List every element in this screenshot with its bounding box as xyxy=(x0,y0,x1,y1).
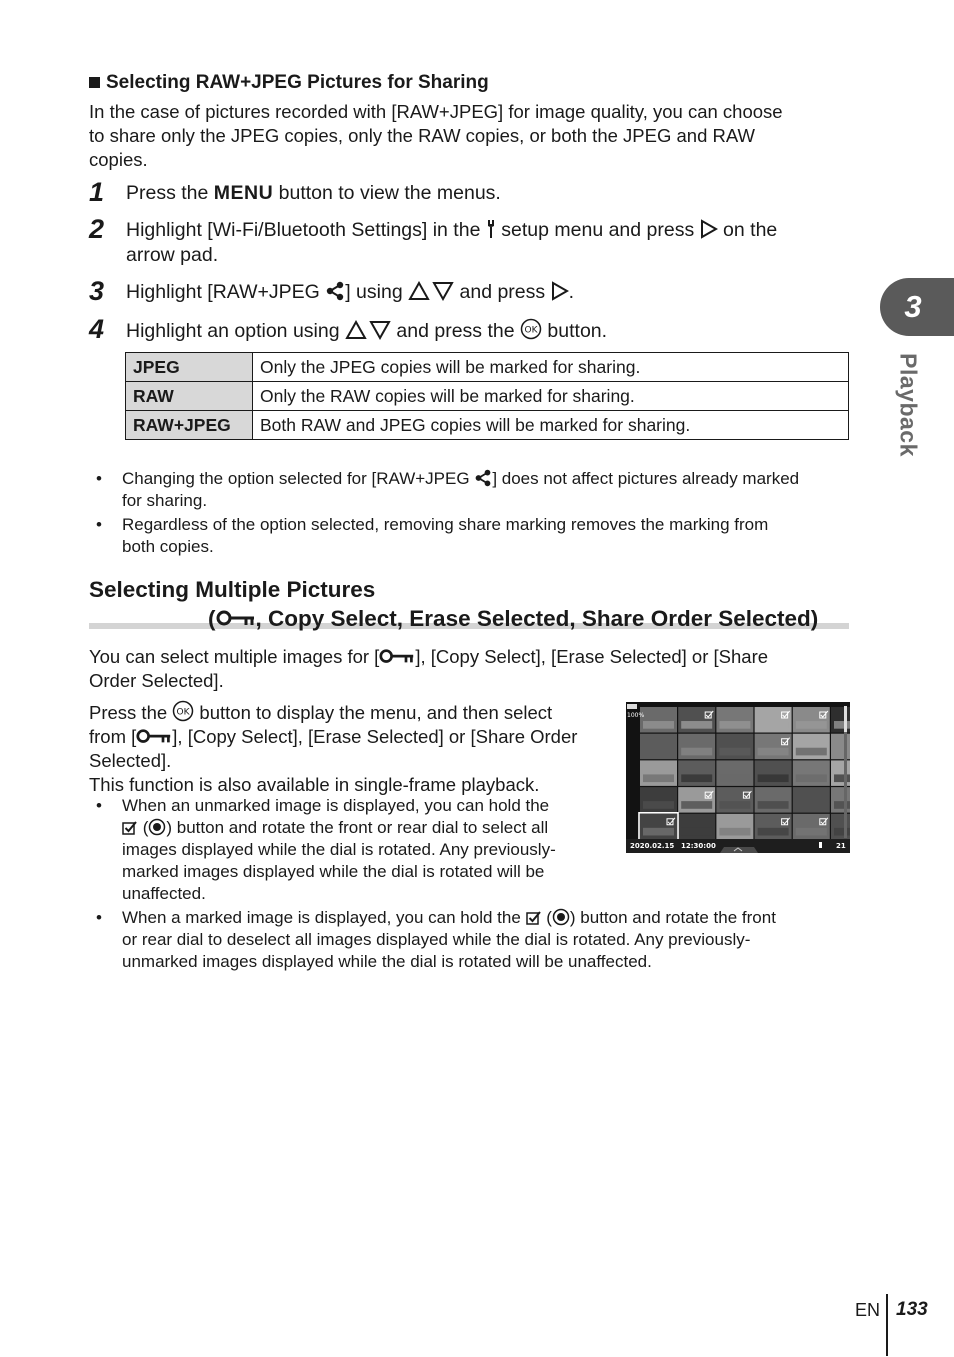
table-row: RAW+JPEG Both RAW and JPEG copies will be marked for sharing. xyxy=(126,411,849,440)
wrench-icon xyxy=(486,219,496,239)
svg-text:OK: OK xyxy=(524,325,538,336)
screen-date: 2020.02.15 xyxy=(630,842,675,850)
raw-jpeg-heading: Selecting RAW+JPEG Pictures for Sharing xyxy=(89,72,489,94)
target-icon xyxy=(148,818,166,836)
thumbnail-grid xyxy=(626,702,850,853)
thumbnail xyxy=(716,760,753,786)
camera-screen-illustration xyxy=(626,702,850,853)
frame-count: 21 xyxy=(836,842,846,850)
thumbnail xyxy=(678,760,715,786)
protect-key-icon xyxy=(216,609,256,629)
note-2: • Regardless of the option selected, removing share marking removes the marking from both copies. xyxy=(96,515,769,556)
share-icon xyxy=(474,469,492,487)
footer-language: EN xyxy=(855,1300,881,1320)
protect-key-icon xyxy=(136,728,172,746)
zoom-level: 100% xyxy=(627,712,645,719)
scrollbar-thumb xyxy=(844,706,847,732)
thumbnail xyxy=(640,760,677,786)
thumbnail xyxy=(831,760,850,786)
checkbox-icon xyxy=(526,910,542,926)
arrow-up-down-icon xyxy=(408,281,454,301)
raw-jpeg-intro: In the case of pictures recorded with [RAW+JPEG] for image quality, you can choose to share only the JPEG copies, only the RAW copies, or both the JPEG and RAW copies. xyxy=(89,101,783,170)
multi-heading-line-2: ( , Copy Select, Erase Selected, Share Order Selected) xyxy=(208,606,819,631)
thumbnail xyxy=(793,760,830,786)
multi-note-2: • When a marked image is displayed, you can hold the ( ) button and rotate the front or rear dial to deselect all images displayed while the dial is rotated. Any previously- unmarked images displayed while the dial is rotated will be unaffected. xyxy=(96,908,776,971)
chapter-label: Playback xyxy=(895,353,922,457)
arrow-right-icon xyxy=(551,281,569,301)
multi-intro: You can select multiple images for [ ], [Copy Select], [Erase Selected] or [Share Order Selected]. xyxy=(89,646,769,691)
table-row: RAW Only the RAW copies will be marked for sharing. xyxy=(126,382,849,411)
checkbox-icon xyxy=(122,820,138,836)
share-icon xyxy=(325,281,345,301)
arrow-right-icon xyxy=(700,219,718,239)
protect-key-icon xyxy=(379,648,415,666)
page-number: 133 xyxy=(896,1299,928,1320)
card-icon xyxy=(819,842,822,848)
multi-heading-line-1: Selecting Multiple Pictures xyxy=(89,577,376,602)
multi-instructions: Press the OK button to display the menu, and then select from [ ], [Copy Select], [Erase Selected] or [Share Order Selected]. This function is also available in single-frame playback. xyxy=(89,702,578,795)
menu-button-label: MENU xyxy=(213,182,274,204)
svg-text:OK: OK xyxy=(176,707,190,718)
table-row: JPEG Only the JPEG copies will be marked for sharing. xyxy=(126,353,849,382)
multi-note-1: • When an unmarked image is displayed, you can hold the ( ) button and rotate the front or rear dial to select all images displayed while the dial is rotated. Any previously- marked images displayed while the dial is rotated will be unaffected. xyxy=(96,796,556,903)
battery-icon xyxy=(627,704,637,709)
share-options-table xyxy=(125,352,849,440)
chapter-number: 3 xyxy=(904,289,922,324)
thumbnail xyxy=(755,760,792,786)
screen-time: 12:30:00 xyxy=(681,842,716,850)
arrow-up-down-icon xyxy=(345,320,391,340)
footer-divider xyxy=(886,1294,888,1356)
ok-button-icon xyxy=(172,700,194,722)
target-icon xyxy=(552,908,570,926)
ok-button-icon xyxy=(520,318,542,340)
note-1: • Changing the option selected for [RAW+JPEG ] does not affect pictures already marked for sharing. xyxy=(96,469,800,510)
square-bullet-icon xyxy=(89,77,100,88)
